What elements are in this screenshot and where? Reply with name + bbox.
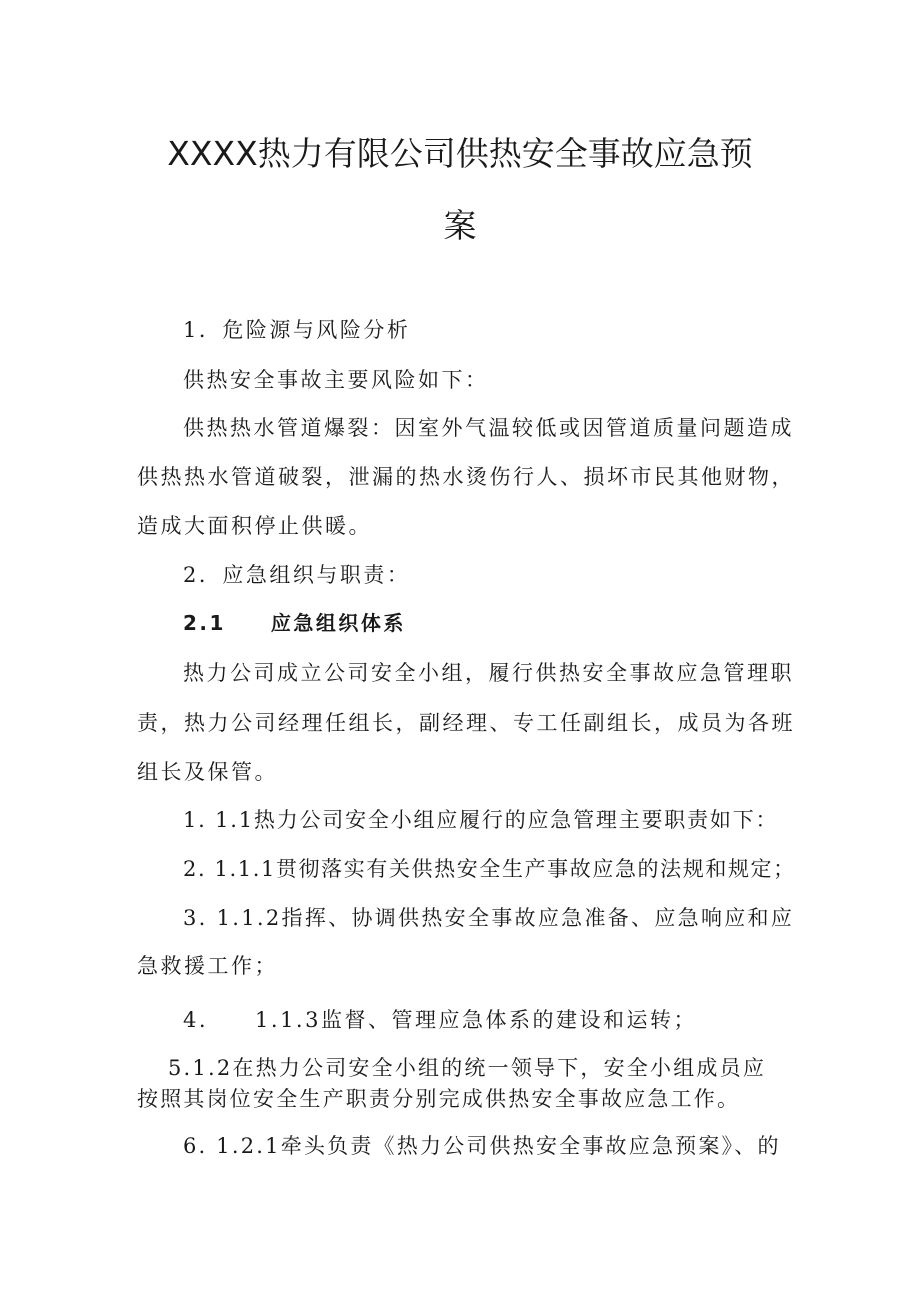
document-title-line-2: 案 <box>443 206 477 245</box>
paragraph-line: 供热安全事故主要风险如下： <box>183 368 489 392</box>
section-heading-1: 1．危险源与风险分析 <box>183 318 411 342</box>
paragraph-line: 急救援工作； <box>137 954 278 978</box>
list-item: 4. 1.1.3监督、管理应急体系的建设和运转； <box>183 1008 697 1032</box>
paragraph-line: 组长及保管。 <box>137 760 278 784</box>
paragraph-line: 供热热水管道破裂，泄漏的热水烫伤行人、损坏市民其他财物， <box>137 465 795 489</box>
section-heading-2: 2．应急组织与职责： <box>183 563 411 587</box>
paragraph-line: 供热热水管道爆裂：因室外气温较低或因管道质量问题造成 <box>183 416 794 440</box>
paragraph-line: 按照其岗位安全生产职责分别完成供热安全事故应急工作。 <box>137 1087 741 1111</box>
paragraph-line: 热力公司成立公司安全小组，履行供热安全事故应急管理职 <box>183 661 794 685</box>
document-title-line-1: XXXX热力有限公司供热安全事故应急预 <box>167 134 753 173</box>
list-item: 2. 1.1.1贯彻落实有关供热安全生产事故应急的法规和规定； <box>183 857 796 881</box>
list-item: 5.1.2在热力公司安全小组的统一领导下，安全小组成员应 <box>168 1056 767 1080</box>
list-item: 1. 1.1热力公司安全小组应履行的应急管理主要职责如下： <box>183 808 779 832</box>
list-item: 3. 1.1.2指挥、协调供热安全事故应急准备、应急响应和应 <box>183 906 795 930</box>
paragraph-line: 责，热力公司经理任组长，副经理、专工任副组长，成员为各班 <box>137 711 795 735</box>
subsection-heading-2-1: 2.1 应急组织体系 <box>183 611 406 635</box>
paragraph-line: 造成大面积停止供暖。 <box>137 514 372 538</box>
list-item: 6. 1.2.1牵头负责《热力公司供热安全事故应急预案》、的 <box>183 1134 781 1158</box>
